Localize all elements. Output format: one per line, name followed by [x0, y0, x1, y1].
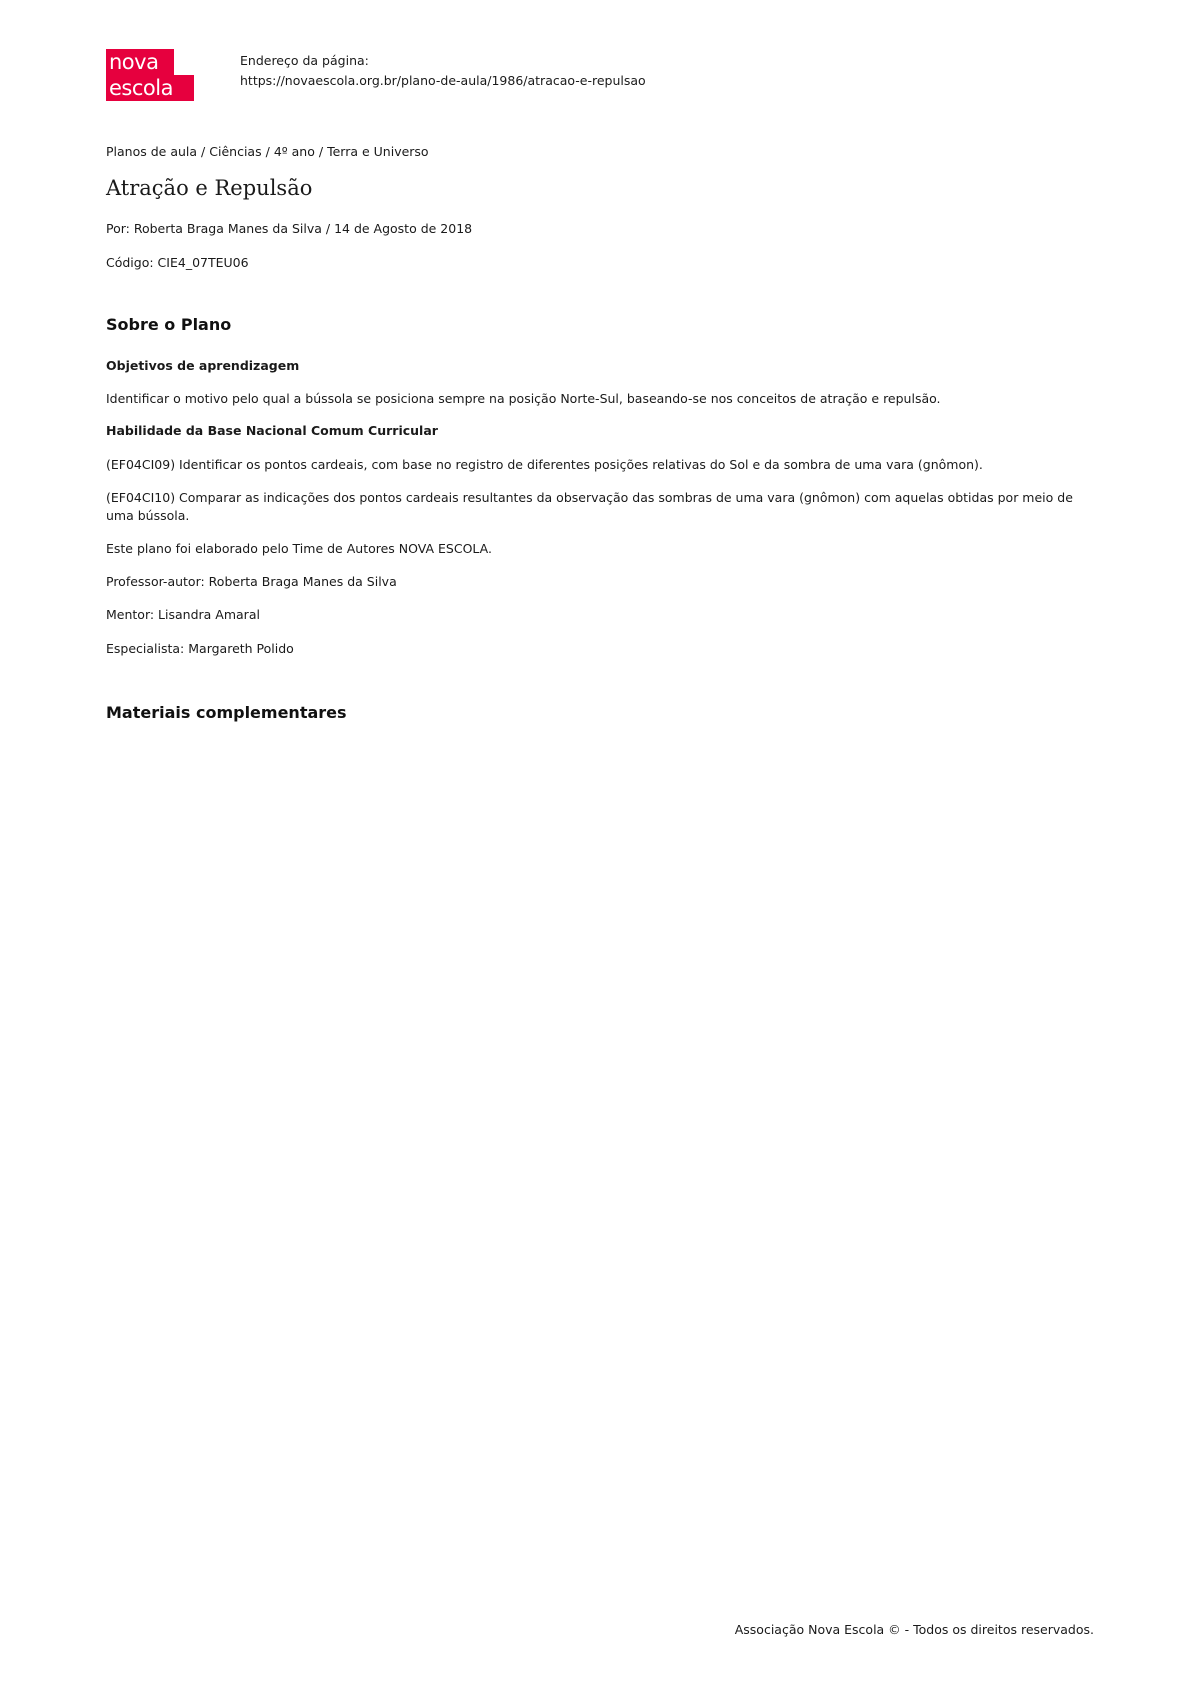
- materials-heading: Materiais complementares: [106, 703, 347, 722]
- page-address-label: Endereço da página:: [240, 53, 369, 68]
- skill-ef04ci09: (EF04CI09) Identificar os pontos cardeais, com base no registro de diferentes posições relativas do Sol e da sombra de uma vara (gnômon).: [106, 457, 983, 472]
- teacher-author: Professor-autor: Roberta Braga Manes da Silva: [106, 574, 397, 589]
- specialist: Especialista: Margareth Polido: [106, 641, 294, 656]
- breadcrumb-separator: /: [265, 144, 270, 159]
- breadcrumb-item[interactable]: 4º ano: [273, 144, 315, 159]
- author-line: Por: Roberta Braga Manes da Silva / 14 de Agosto de 2018: [106, 221, 473, 236]
- breadcrumb: [106, 144, 429, 159]
- page-title: Atração e Repulsão: [106, 176, 313, 200]
- page-address: [240, 51, 646, 91]
- nova-escola-logo: [106, 49, 194, 104]
- skills-heading: Habilidade da Base Nacional Comum Curricular: [106, 423, 438, 438]
- about-heading: Sobre o Plano: [106, 315, 232, 334]
- breadcrumb-item[interactable]: Terra e Universo: [327, 144, 429, 159]
- objectives-text: Identificar o motivo pelo qual a bússola se posiciona sempre na posição Norte-Sul, baseando-se nos conceitos de atração e repulsão.: [106, 391, 941, 406]
- objectives-heading: Objetivos de aprendizagem: [106, 358, 300, 373]
- footer-copyright: Associação Nova Escola © - Todos os direitos reservados.: [734, 1622, 1094, 1637]
- mentor: Mentor: Lisandra Amaral: [106, 607, 260, 622]
- breadcrumb-separator: /: [201, 144, 206, 159]
- skill-ef04ci10: (EF04CI10) Comparar as indicações dos pontos cardeais resultantes da observação das sombras de uma vara (gnômon) com aquelas obtidas por meio de uma bússola.: [106, 490, 1073, 523]
- breadcrumb-item[interactable]: Planos de aula: [106, 144, 198, 159]
- logo-line-escola: escola: [106, 75, 194, 101]
- breadcrumb-item[interactable]: Ciências: [209, 144, 262, 159]
- authorship-text: Este plano foi elaborado pelo Time de Autores NOVA ESCOLA.: [106, 541, 492, 556]
- page-address-url[interactable]: https://novaescola.org.br/plano-de-aula/1986/atracao-e-repulsao: [240, 73, 646, 88]
- breadcrumb-separator: /: [318, 144, 324, 159]
- logo-line-nova: nova: [106, 49, 174, 75]
- code-line: Código: CIE4_07TEU06: [106, 255, 249, 270]
